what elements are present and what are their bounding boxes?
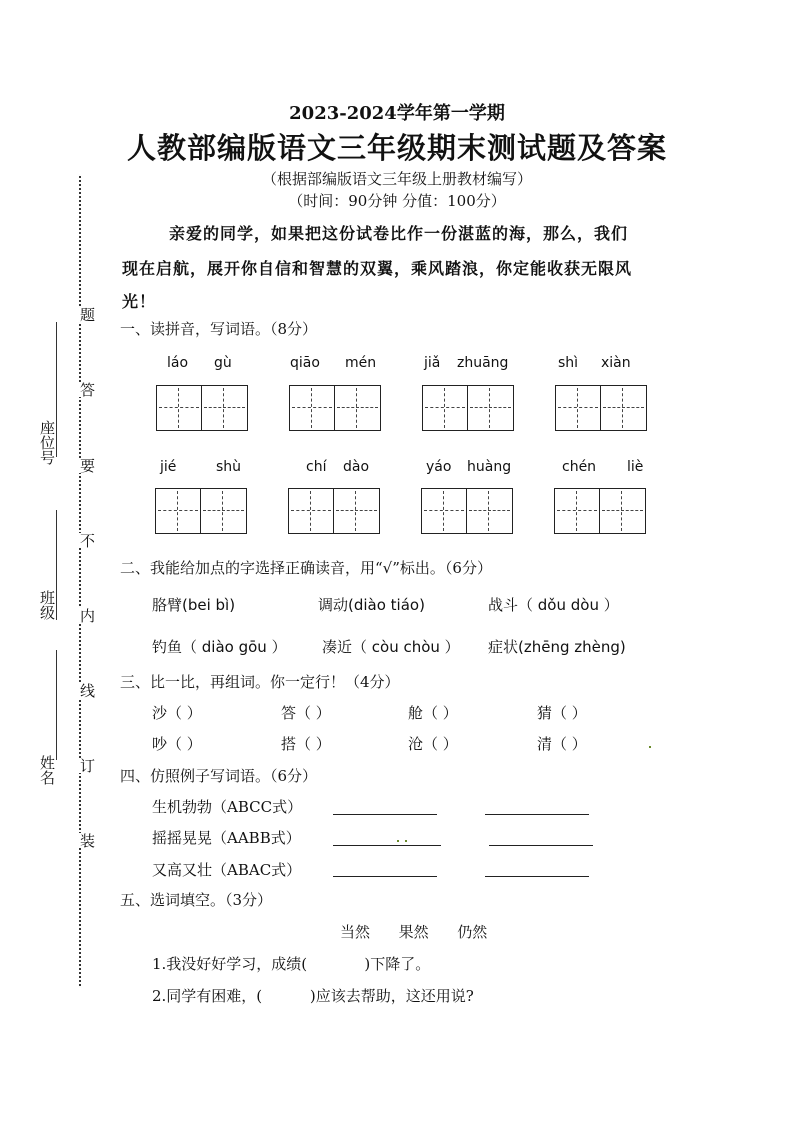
q2-item: 战斗（ dǒu dòu ） bbox=[488, 596, 619, 614]
answer-blank[interactable] bbox=[485, 814, 589, 815]
time-and-score: （时间：90分钟 分值：100分） bbox=[288, 192, 506, 210]
name-blank bbox=[56, 650, 57, 760]
pinyin: shì bbox=[558, 355, 579, 371]
margin-char: 要 bbox=[78, 458, 96, 473]
pinyin: dào bbox=[343, 459, 370, 475]
answer-blank[interactable] bbox=[489, 845, 593, 846]
pinyin: chén bbox=[562, 459, 597, 475]
pinyin: shù bbox=[216, 459, 242, 475]
q3-item: 搭（ ） bbox=[281, 735, 331, 753]
margin-char: 题 bbox=[78, 307, 96, 322]
q3-item: 沧（ ） bbox=[408, 735, 458, 753]
q4-heading: 四、仿照例子写词语。（6分） bbox=[120, 767, 318, 785]
seat-number-label: 座位号 bbox=[38, 420, 56, 465]
margin-char: 装 bbox=[78, 833, 96, 848]
intro-line-3: 光！ bbox=[122, 292, 157, 311]
writing-grid[interactable] bbox=[156, 385, 248, 431]
q5-sentence-1: 1.我没好好学习，成绩( )下降了。 bbox=[152, 955, 431, 973]
intro-line-1: 亲爱的同学，如果把这份试卷比作一份湛蓝的海，那么，我们 bbox=[169, 224, 629, 243]
word-options: 当然 果然 仍然 bbox=[340, 923, 488, 941]
answer-blank[interactable] bbox=[333, 814, 437, 815]
name-label: 姓名 bbox=[38, 755, 56, 785]
pinyin: gù bbox=[214, 355, 232, 371]
margin-char: 内 bbox=[78, 608, 96, 623]
writing-grid[interactable] bbox=[422, 385, 514, 431]
writing-grid[interactable] bbox=[288, 488, 380, 534]
pinyin: yáo bbox=[426, 459, 452, 475]
exam-title: 人教部编版语文三年级期末测试题及答案 bbox=[126, 131, 667, 165]
seat-number-blank bbox=[56, 322, 57, 457]
q3-item: 猜（ ） bbox=[537, 704, 587, 722]
writing-grid[interactable] bbox=[289, 385, 381, 431]
margin-char: 订 bbox=[78, 758, 96, 773]
writing-grid[interactable] bbox=[555, 385, 647, 431]
q5-sentence-2: 2.同学有困难，( )应该去帮助，这还用说? bbox=[152, 987, 474, 1005]
answer-blank[interactable] bbox=[333, 845, 441, 846]
q3-item: 舱（ ） bbox=[408, 704, 458, 722]
school-year-line: 2023-2024学年第一学期 bbox=[289, 103, 505, 124]
q3-heading: 三、比一比，再组词。你一定行！（4分） bbox=[120, 673, 400, 691]
margin-char: 线 bbox=[78, 683, 96, 698]
pinyin: jiǎ bbox=[424, 355, 441, 371]
q2-item: 钓鱼（ diào gōu ） bbox=[152, 638, 287, 656]
pinyin: zhuāng bbox=[457, 355, 509, 371]
writing-grid[interactable] bbox=[421, 488, 513, 534]
exam-subtitle: （根据部编版语文三年级上册教材编写） bbox=[261, 170, 532, 188]
q3-item: 吵（ ） bbox=[152, 735, 202, 753]
answer-blank[interactable] bbox=[333, 876, 437, 877]
pinyin: chí bbox=[306, 459, 327, 475]
q4-example: 生机勃勃（ABCC式） bbox=[152, 798, 303, 816]
binding-dotted-line bbox=[79, 176, 81, 986]
pinyin: liè bbox=[627, 459, 644, 475]
stray-mark bbox=[649, 746, 651, 748]
pinyin: xiàn bbox=[601, 355, 631, 371]
pinyin: mén bbox=[345, 355, 377, 371]
stray-mark bbox=[405, 840, 407, 842]
writing-grid[interactable] bbox=[554, 488, 646, 534]
pinyin: jié bbox=[160, 459, 177, 475]
q1-heading: 一、读拼音，写词语。（8分） bbox=[120, 320, 318, 338]
q2-item: 胳臂(bei bì) bbox=[152, 596, 236, 614]
answer-blank[interactable] bbox=[485, 876, 589, 877]
q3-item: 清（ ） bbox=[537, 735, 587, 753]
margin-char: 答 bbox=[78, 382, 96, 397]
pinyin: qiāo bbox=[290, 355, 320, 371]
margin-char: 不 bbox=[78, 533, 96, 548]
pinyin: huàng bbox=[467, 459, 512, 475]
q2-item: 调动(diào tiáo) bbox=[318, 596, 425, 614]
class-label: 班级 bbox=[38, 590, 56, 620]
q2-item: 凑近（ còu chòu ） bbox=[322, 638, 460, 656]
q4-example: 摇摇晃晃（AABB式） bbox=[152, 829, 301, 847]
class-blank bbox=[56, 510, 57, 620]
pinyin: láo bbox=[167, 355, 189, 371]
writing-grid[interactable] bbox=[155, 488, 247, 534]
q3-item: 沙（ ） bbox=[152, 704, 202, 722]
q3-item: 答（ ） bbox=[281, 704, 331, 722]
q5-heading: 五、选词填空。（3分） bbox=[120, 891, 273, 909]
q2-heading: 二、我能给加点的字选择正确读音，用“√”标出。（6分） bbox=[120, 559, 492, 577]
q4-example: 又高又壮（ABAC式） bbox=[152, 861, 302, 879]
intro-line-2: 现在启航，展开你自信和智慧的双翼，乘风踏浪，你定能收获无限风 bbox=[122, 259, 633, 278]
stray-mark bbox=[397, 840, 399, 842]
q2-item: 症状(zhēng zhèng) bbox=[488, 638, 626, 656]
